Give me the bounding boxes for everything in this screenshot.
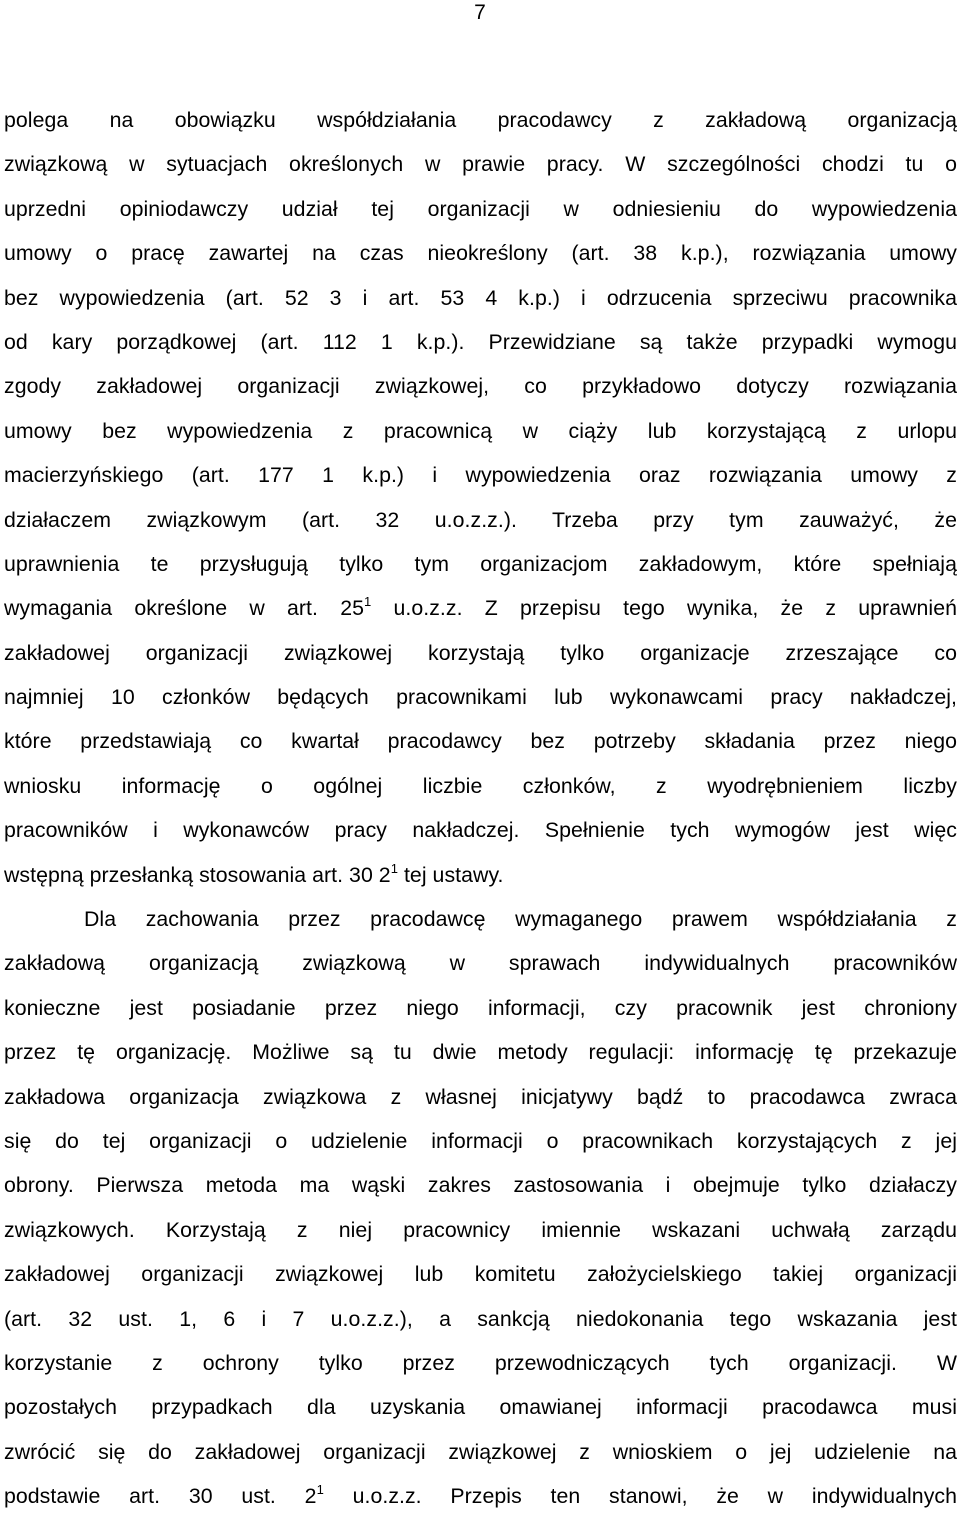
text-fragment: wstępną przesłanką stosowania art. 30 2 [4, 862, 391, 887]
text-fragment: wymagania określone w art. 25 [4, 596, 364, 621]
text-line-with-superscript [4, 586, 957, 630]
text-line: wniosku informację o ogólnej liczbie członków, z wyodrębnieniem liczby [4, 773, 957, 798]
text-line: zakładową organizacją związkową w sprawach indywidualnych pracowników [4, 951, 957, 976]
text-line: przez tę organizację. Możliwe są tu dwie metody regulacji: informację tę przekazuje [4, 1040, 957, 1065]
text-fragment: u.o.z.z. Przepis ten stanowi, że w indywidualnych [323, 1484, 957, 1509]
text-line: zakładowej organizacji związkowej korzystają tylko organizacje zrzeszające co [4, 640, 957, 665]
page-number: 7 [474, 1, 486, 24]
text-line: pozostałych przypadkach dla uzyskania omawianej informacji pracodawca musi [4, 1395, 957, 1420]
text-line: pracowników i wykonawców pracy nakładczej. Spełnienie tych wymogów jest więc [4, 818, 957, 843]
text-line: korzystanie z ochrony tylko przez przewodniczących tych organizacji. W [4, 1350, 957, 1375]
text-fragment: u.o.z.z. Z przepisu tego wynika, że z uprawnień [371, 596, 957, 621]
text-line: konieczne jest posiadanie przez niego informacji, czy pracownik jest chroniony [4, 995, 957, 1020]
text-line: które przedstawiają co kwartał pracodawcy bez potrzeby składania przez niego [4, 729, 957, 754]
text-line-with-superscript [4, 853, 957, 897]
text-line: (art. 32 ust. 1, 6 i 7 u.o.z.z.), a sankcją niedokonania tego wskazania jest [4, 1306, 957, 1331]
text-line: macierzyńskiego (art. 177 1 k.p.) i wypowiedzenia oraz rozwiązania umowy z [4, 463, 957, 488]
text-line: zakładowej organizacji związkowej lub komitetu założycielskiego takiej organizacji [4, 1262, 957, 1287]
text-line: działaczem związkowym (art. 32 u.o.z.z.). Trzeba przy tym zauważyć, że [4, 507, 957, 532]
text-line: zakładowa organizacja związkowa z własnej inicjatywy bądź to pracodawca zwraca [4, 1084, 957, 1109]
text-line: związkową w sytuacjach określonych w prawie pracy. W szczególności chodzi tu o [4, 152, 957, 177]
text-line: Dla zachowania przez pracodawcę wymaganego prawem współdziałania z [84, 907, 957, 932]
text-line: polega na obowiązku współdziałania pracodawcy z zakładową organizacją [4, 108, 957, 132]
superscript: 1 [390, 860, 398, 876]
text-line: uprzedni opiniodawczy udział tej organizacji w odniesieniu do wypowiedzenia [4, 196, 957, 221]
text-fragment: tej ustawy. [397, 862, 504, 887]
text-line: umowy bez wypowiedzenia z pracownicą w ciąży lub korzystającą z urlopu [4, 418, 957, 443]
text-line: od kary porządkowej (art. 112 1 k.p.). Przewidziane są także przypadki wymogu [4, 329, 957, 354]
text-line: umowy o pracę zawartej na czas nieokreślony (art. 38 k.p.), rozwiązania umowy [4, 241, 957, 266]
text-line: obrony. Pierwsza metoda ma wąski zakres zastosowania i obejmuje tylko działaczy [4, 1173, 957, 1198]
text-line: zgody zakładowej organizacji związkowej, co przykładowo dotyczy rozwiązania [4, 374, 957, 399]
text-line: się do tej organizacji o udzielenie informacji o pracownikach korzystających z jej [4, 1128, 957, 1153]
text-line: bez wypowiedzenia (art. 52 3 i art. 53 4 k.p.) i odrzucenia sprzeciwu pracownika [4, 285, 957, 310]
text-line: najmniej 10 członków będących pracownikami lub wykonawcami pracy nakładczej, [4, 685, 957, 710]
text-line: związkowych. Korzystają z niej pracownicy imiennie wskazani uchwałą zarządu [4, 1217, 957, 1242]
text-line: zwrócić się do zakładowej organizacji związkowej z wnioskiem o jej udzielenie na [4, 1439, 957, 1464]
text-line: uprawnienia te przysługują tylko tym organizacjom zakładowym, które spełniają [4, 551, 957, 576]
superscript: 1 [316, 1482, 324, 1498]
text-fragment: podstawie art. 30 ust. 2 [4, 1484, 317, 1509]
body-text [4, 98, 957, 1519]
superscript: 1 [364, 594, 372, 610]
